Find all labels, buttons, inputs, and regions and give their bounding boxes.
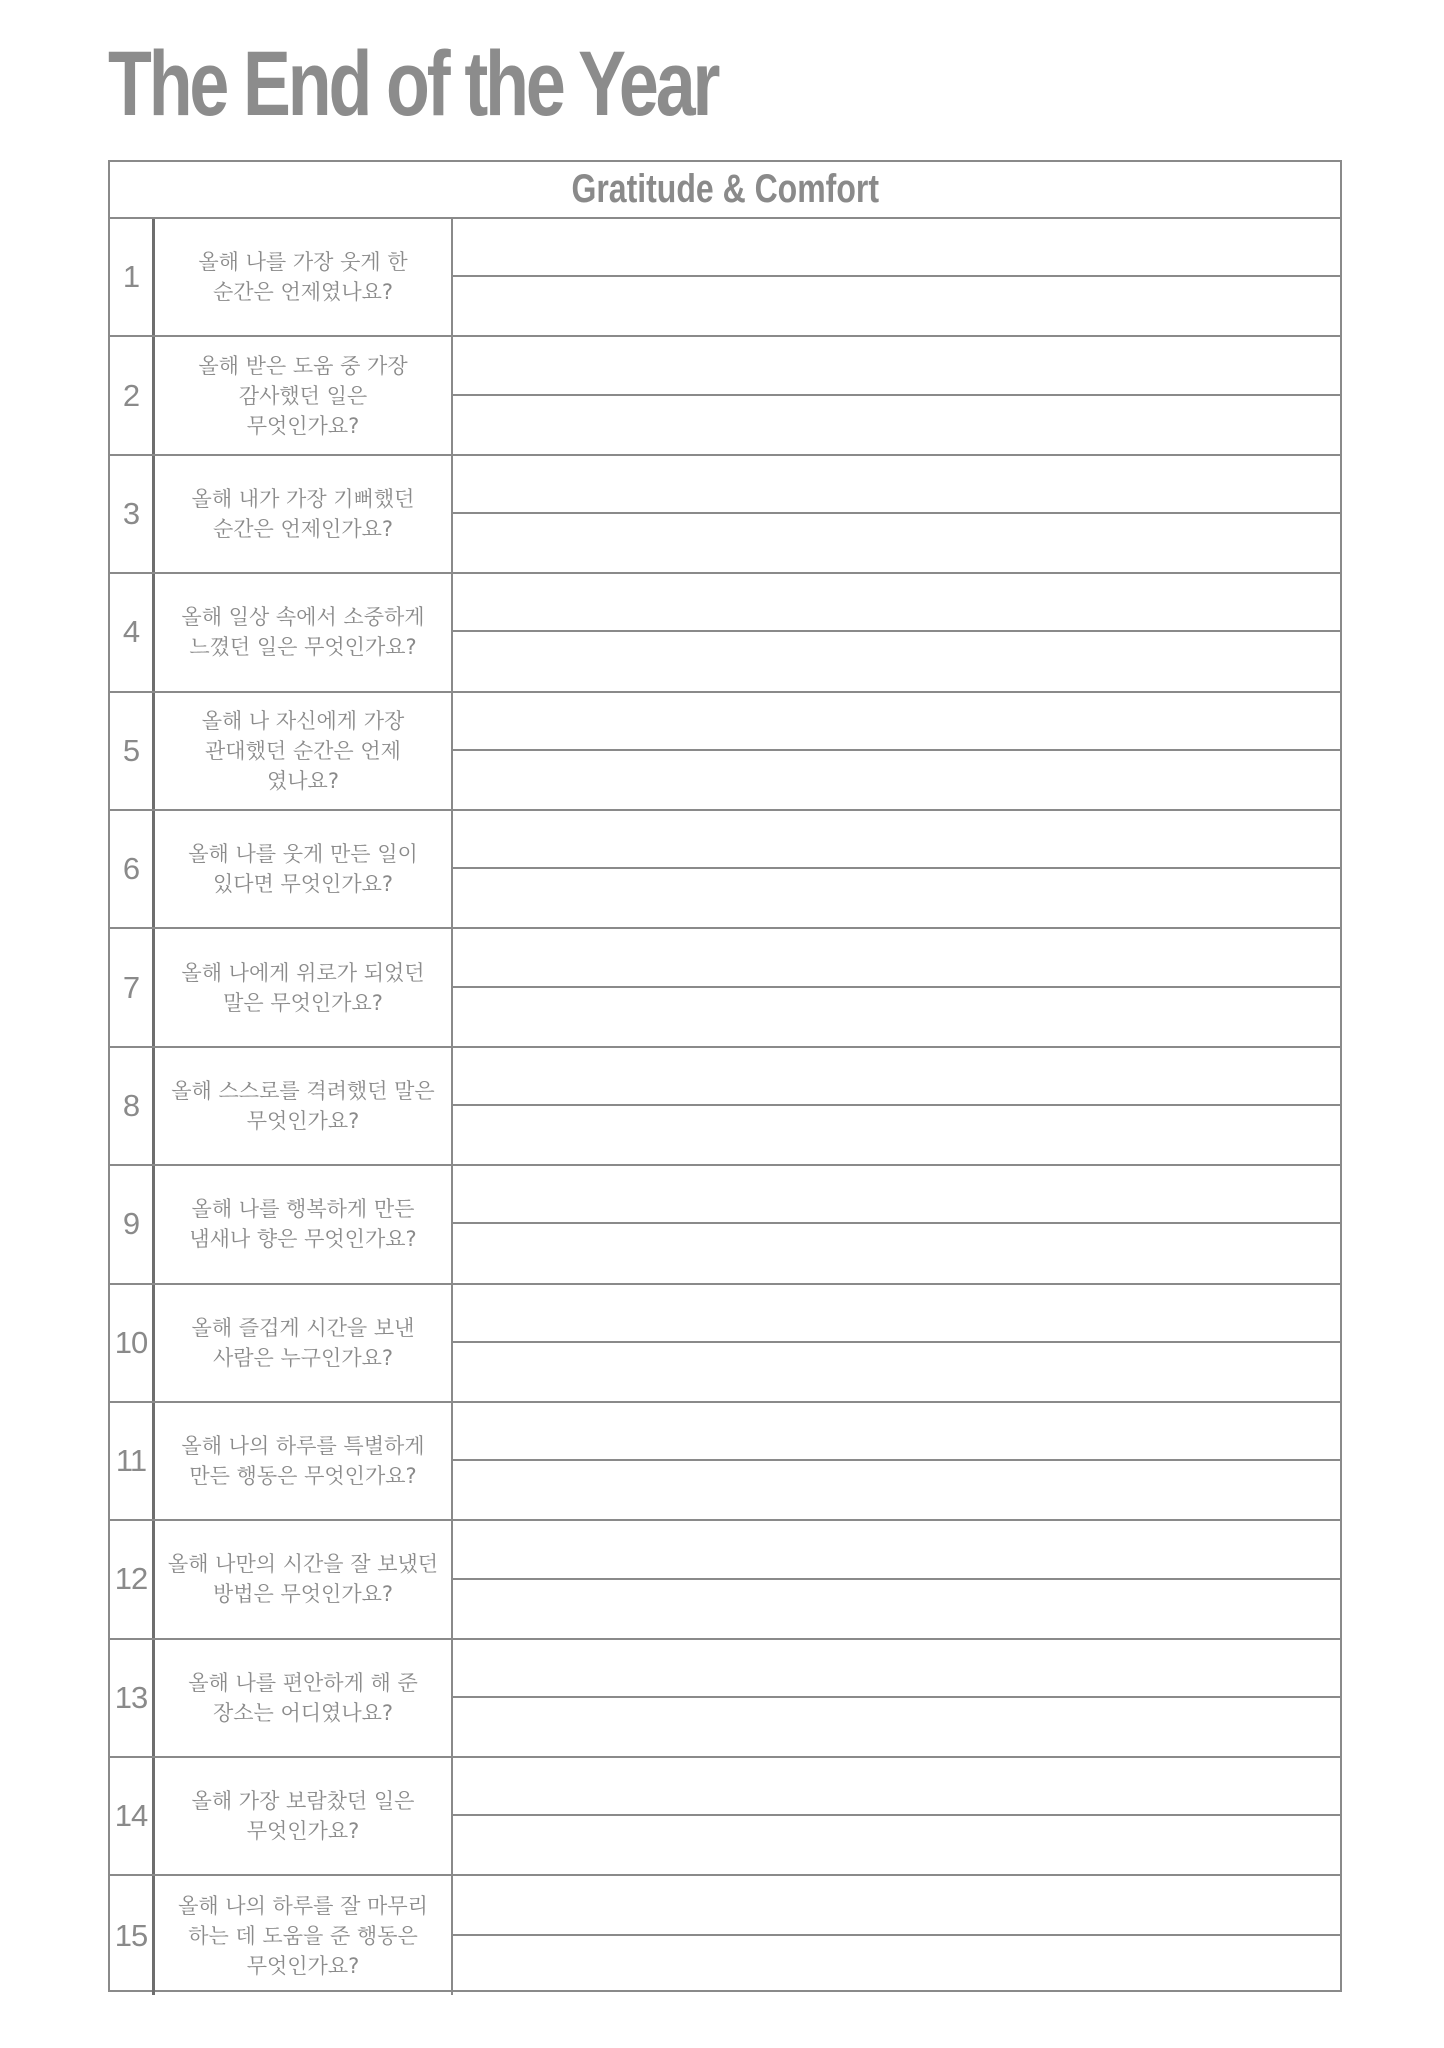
answer-line[interactable] (453, 574, 1340, 632)
question-row (110, 1758, 1340, 1876)
answer-line[interactable] (453, 632, 1340, 690)
answer-line[interactable] (453, 1048, 1340, 1106)
answer-line[interactable] (453, 1343, 1340, 1401)
page-title: The End of the Year (108, 33, 718, 135)
question-row (110, 1640, 1340, 1758)
answer-line[interactable] (453, 219, 1340, 277)
question-text: 올해 나를 행복하게 만든 냄새나 향은 무엇인가요? (189, 1197, 417, 1252)
question-number: 3 (110, 456, 155, 572)
question-number: 2 (110, 337, 155, 453)
question-number: 6 (110, 811, 155, 927)
section-heading: Gratitude & Comfort (571, 167, 879, 211)
question-text: 올해 나의 하루를 잘 마무리 하는 데 도움을 준 행동은 무엇인가요? (178, 1893, 428, 1978)
question-number: 4 (110, 574, 155, 690)
question-row (110, 574, 1340, 692)
question-row (110, 456, 1340, 574)
question-row (110, 1166, 1340, 1284)
question-text: 올해 나 자신에게 가장 관대했던 순간은 언제 였나요? (201, 708, 405, 793)
question-cell (155, 574, 453, 690)
answer-area[interactable] (453, 1048, 1340, 1164)
answer-line[interactable] (453, 1106, 1340, 1164)
question-row (110, 929, 1340, 1047)
question-cell (155, 1758, 453, 1874)
answer-area[interactable] (453, 456, 1340, 572)
answer-area[interactable] (453, 1285, 1340, 1401)
answer-line[interactable] (453, 514, 1340, 572)
answer-line[interactable] (453, 1936, 1340, 1995)
question-number: 10 (110, 1285, 155, 1401)
question-cell (155, 1640, 453, 1756)
question-text: 올해 나를 웃게 만든 일이 있다면 무엇인가요? (188, 842, 418, 897)
answer-line[interactable] (453, 456, 1340, 514)
question-text: 올해 나를 가장 웃게 한 순간은 언제였나요? (198, 250, 408, 305)
answer-line[interactable] (453, 1224, 1340, 1282)
answer-line[interactable] (453, 1876, 1340, 1935)
answer-area[interactable] (453, 1876, 1340, 1994)
answer-line[interactable] (453, 396, 1340, 454)
question-text: 올해 가장 보람찼던 일은 무엇인가요? (191, 1789, 415, 1844)
answer-area[interactable] (453, 219, 1340, 335)
question-cell (155, 219, 453, 335)
answer-line[interactable] (453, 1166, 1340, 1224)
answer-line[interactable] (453, 1580, 1340, 1638)
answer-line[interactable] (453, 1403, 1340, 1461)
question-row (110, 219, 1340, 337)
answer-line[interactable] (453, 1816, 1340, 1874)
answer-line[interactable] (453, 1521, 1340, 1579)
question-number: 11 (110, 1403, 155, 1519)
answer-area[interactable] (453, 1166, 1340, 1282)
question-number: 12 (110, 1521, 155, 1637)
question-cell (155, 1285, 453, 1401)
question-cell (155, 929, 453, 1045)
question-cell (155, 1521, 453, 1637)
answer-line[interactable] (453, 693, 1340, 751)
answer-area[interactable] (453, 693, 1340, 809)
answer-area[interactable] (453, 574, 1340, 690)
question-text: 올해 스스로를 격려했던 말은 무엇인가요? (171, 1078, 435, 1133)
answer-area[interactable] (453, 1640, 1340, 1756)
question-text: 올해 나에게 위로가 되었던 말은 무엇인가요? (181, 960, 425, 1015)
question-number: 14 (110, 1758, 155, 1874)
question-cell (155, 1048, 453, 1164)
answer-line[interactable] (453, 811, 1340, 869)
answer-line[interactable] (453, 1758, 1340, 1816)
question-text: 올해 나만의 시간을 잘 보냈던 방법은 무엇인가요? (167, 1552, 439, 1607)
answer-line[interactable] (453, 1285, 1340, 1343)
question-row (110, 1048, 1340, 1166)
question-cell (155, 693, 453, 809)
question-text: 올해 나를 편안하게 해 준 장소는 어디였나요? (188, 1670, 418, 1725)
question-number: 5 (110, 693, 155, 809)
section-header (110, 162, 1340, 219)
answer-line[interactable] (453, 1461, 1340, 1519)
question-row (110, 1285, 1340, 1403)
question-text: 올해 내가 가장 기뻐했던 순간은 언제인가요? (191, 486, 415, 541)
answer-area[interactable] (453, 1403, 1340, 1519)
answer-line[interactable] (453, 1698, 1340, 1756)
question-text: 올해 나의 하루를 특별하게 만든 행동은 무엇인가요? (181, 1434, 425, 1489)
question-number: 7 (110, 929, 155, 1045)
question-row (110, 337, 1340, 455)
answer-line[interactable] (453, 277, 1340, 335)
answer-line[interactable] (453, 929, 1340, 987)
question-cell (155, 1403, 453, 1519)
question-cell (155, 456, 453, 572)
question-number: 15 (110, 1876, 155, 1994)
question-number: 8 (110, 1048, 155, 1164)
answer-area[interactable] (453, 1758, 1340, 1874)
question-text: 올해 일상 속에서 소중하게 느꼈던 일은 무엇인가요? (181, 605, 425, 660)
question-row (110, 1521, 1340, 1639)
question-row (110, 1876, 1340, 1994)
question-rows (110, 219, 1340, 1995)
answer-line[interactable] (453, 337, 1340, 395)
answer-line[interactable] (453, 988, 1340, 1046)
journal-table (108, 160, 1342, 1992)
answer-area[interactable] (453, 1521, 1340, 1637)
answer-line[interactable] (453, 751, 1340, 809)
question-number: 13 (110, 1640, 155, 1756)
question-number: 1 (110, 219, 155, 335)
question-cell (155, 1876, 453, 1994)
question-text: 올해 받은 도움 중 가장 감사했던 일은 무엇인가요? (198, 353, 408, 438)
question-cell (155, 1166, 453, 1282)
answer-area[interactable] (453, 337, 1340, 453)
question-number: 9 (110, 1166, 155, 1282)
question-cell (155, 811, 453, 927)
answer-line[interactable] (453, 869, 1340, 927)
question-row (110, 811, 1340, 929)
question-row (110, 693, 1340, 811)
question-row (110, 1403, 1340, 1521)
answer-area[interactable] (453, 811, 1340, 927)
question-text: 올해 즐겁게 시간을 보낸 사람은 누구인가요? (191, 1315, 415, 1370)
answer-line[interactable] (453, 1640, 1340, 1698)
question-cell (155, 337, 453, 453)
answer-area[interactable] (453, 929, 1340, 1045)
